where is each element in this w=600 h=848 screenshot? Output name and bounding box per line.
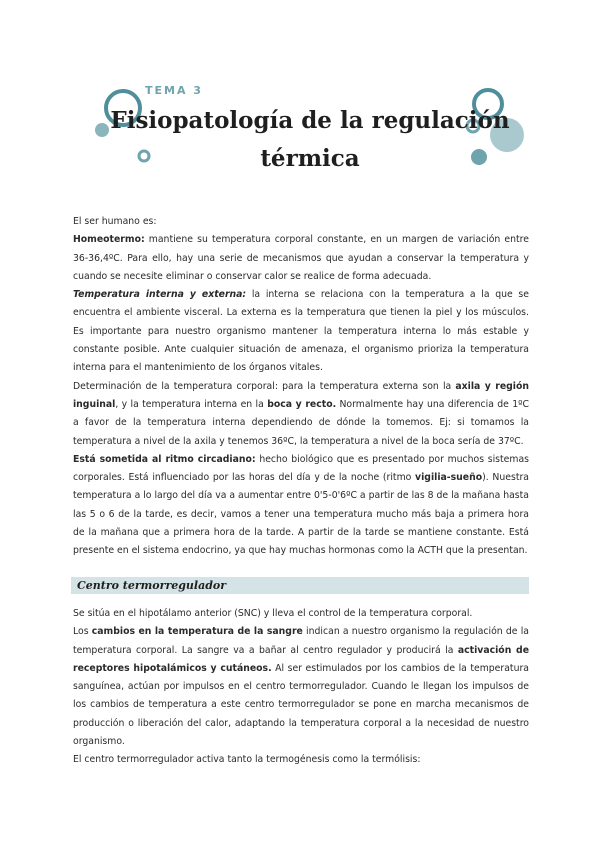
text-det-2: , y la temperatura interna en la <box>115 398 268 410</box>
text-ritmo-1: hecho biológico que es presentado por muchos sistemas corporales. Está influenciado por las horas del día y de la noche (ritmo <box>73 453 529 484</box>
title-line-1: Fisiopatología de la regulación <box>110 107 510 134</box>
paragraph-temperatura <box>73 286 529 377</box>
paragraph-ritmo <box>73 451 529 561</box>
intro-section <box>73 213 529 561</box>
term-temperatura: Temperatura interna y externa: <box>73 289 247 301</box>
intro-text: El ser humano es: <box>73 216 157 227</box>
bold-axila: axila y región inguinal <box>73 380 529 410</box>
paragraph-situa: Se sitúa en el hipotálamo anterior (SNC) y lleva el control de la temperatura corporal. <box>73 608 473 619</box>
term-ritmo: Está sometida al ritmo circadiano: <box>73 453 256 465</box>
title-line-2: térmica <box>260 145 360 172</box>
text-det-3: Normalmente hay una diferencia de 1ºC a favor de la temperatura interna dependiendo de dónde la tomemos. Ej: si tomamos la temperatura a nivel de la axila y tenemos 36ºC, la temperatura a nivel de la boca sería de 37ºC. <box>73 398 530 447</box>
bold-boca: boca y recto. <box>267 398 337 410</box>
text-temperatura: la interna se relaciona con la temperatura a la que se encuentra el ambiente visceral. La externa es la temperatura que tienen la piel y los músculos. Es importante para nuestro organismo mantener la temperatura interna lo más estable y constante posible. Ante cualquier situación de amenaza, el organismo prioriza la temperatura interna para el mantenimiento de los órganos vitales. <box>73 289 529 374</box>
bold-cambios: cambios en la temperatura de la sangre <box>91 626 303 638</box>
text-cambios-3: Al ser estimulados por los cambios de la temperatura sanguínea, actúan por impulsos en el centro termorregulador. Cuando le llegan los impulsos de los cambios de temperatura a este centro termorregulador se pone en marcha mecanismos de producción o liberación del calor, adaptando la temperatura corporal a la necesidad de nuestro organismo. <box>73 662 529 748</box>
tema-label: TEMA 3 <box>145 84 203 97</box>
text-cambios-1: Los <box>73 626 92 638</box>
text-cambios-2: indican a nuestro organismo la regulación de la temperatura corporal. La sangre va a bañar al centro regulador y producirá la <box>73 626 529 656</box>
paragraph-activa: El centro termorregulador activa tanto la termogénesis como la termólisis: <box>73 754 421 766</box>
section-header-centro <box>71 577 529 594</box>
bold-vigilia: vigilia-sueño <box>415 472 483 484</box>
term-homeotermo: Homeotermo: <box>73 234 145 246</box>
bold-activacion: activación de receptores hipotalámicos y cutáneos. <box>73 644 529 674</box>
text-det-1: Determinación de la temperatura corporal: para la temperatura externa son la <box>73 380 456 392</box>
section-title: Centro termorregulador <box>77 579 227 592</box>
text-homeotermo: mantiene su temperatura corporal constante, en un margen de variación entre 36-36,4ºC. Para ello, hay una serie de mecanismos que ayudan a conservar la temperatura y cuando se necesite eliminar o conservar calor se realice de forma adecuada. <box>73 234 529 282</box>
text-ritmo-2: ). Nuestra temperatura a lo largo del día va a aumentar entre 0'5-0'6ºC a partir de las 8 de la mañana hasta las 5 o 6 de la tarde, es decir, vamos a tener una temperatura mucho más baja a primera hora de la mañana que a primera hora de la tarde. A partir de la tarde se mantiene constante. Está presente en el sistema endocrino, ya que hay muchas hormonas como la ACTH que la presentan. <box>73 472 529 557</box>
paragraph-homeotermo <box>73 231 529 286</box>
paragraph-determinacion <box>73 378 529 451</box>
page-title <box>100 102 520 178</box>
paragraph-cambios <box>73 623 529 751</box>
centro-section <box>73 605 529 770</box>
